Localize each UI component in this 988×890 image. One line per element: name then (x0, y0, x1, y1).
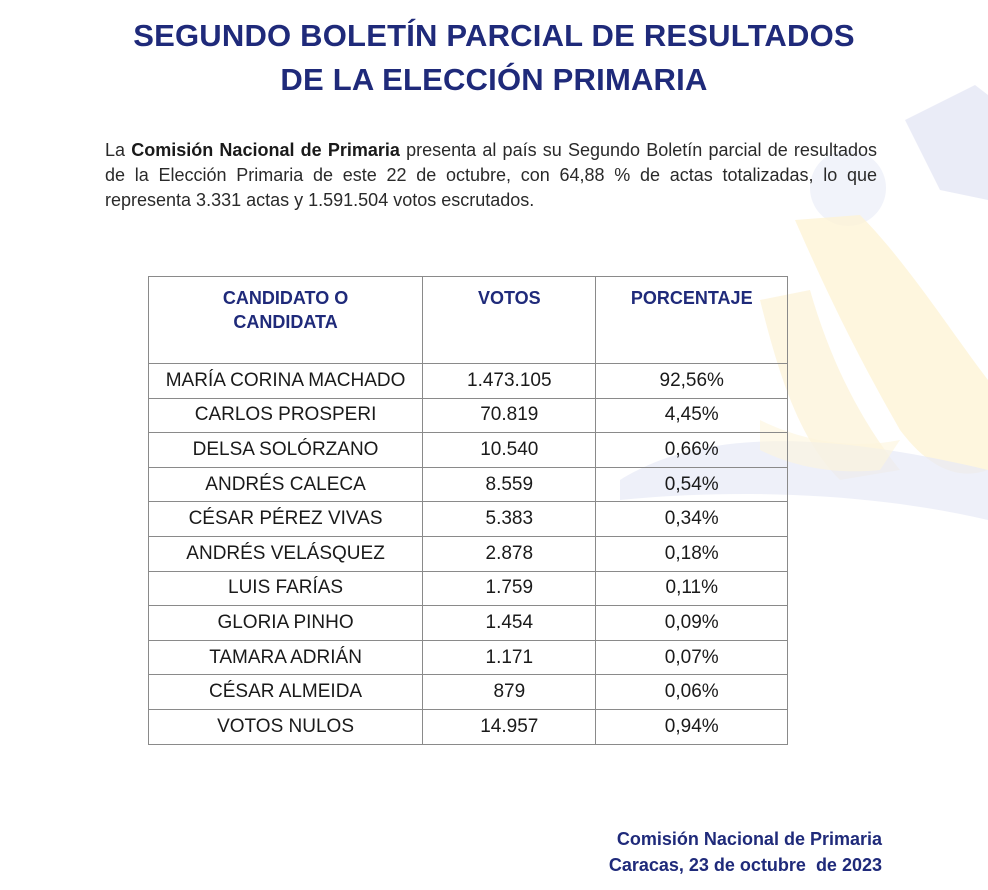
percentage-cell: 0,18% (596, 536, 788, 571)
votes-cell: 1.473.105 (423, 364, 596, 399)
candidate-name-cell: MARÍA CORINA MACHADO (149, 364, 423, 399)
table-row (149, 364, 788, 399)
table-body (149, 364, 788, 745)
table-row (149, 606, 788, 641)
intro-prefix: La (105, 140, 126, 160)
table-row (149, 467, 788, 502)
candidate-name-cell: CARLOS PROSPERI (149, 398, 423, 433)
title-line-2: DE LA ELECCIÓN PRIMARIA (280, 62, 708, 97)
votes-cell: 10.540 (423, 433, 596, 468)
table-row (149, 502, 788, 537)
header-candidate (149, 277, 423, 364)
table-row (149, 433, 788, 468)
candidate-name-cell: VOTOS NULOS (149, 709, 423, 744)
footer-organization: Comisión Nacional de Primaria (616, 829, 882, 849)
page-title (0, 14, 988, 102)
percentage-cell: 0,54% (596, 467, 788, 502)
percentage-cell: 0,06% (596, 675, 788, 710)
percentage-cell: 0,34% (596, 502, 788, 537)
header-percentage: PORCENTAJE (596, 277, 788, 364)
table-header-row (149, 277, 788, 364)
percentage-cell: 0,66% (596, 433, 788, 468)
results-table (148, 276, 788, 745)
votes-cell: 8.559 (423, 467, 596, 502)
candidate-name-cell: CÉSAR PÉREZ VIVAS (149, 502, 423, 537)
votes-cell: 5.383 (423, 502, 596, 537)
candidate-name-cell: ANDRÉS VELÁSQUEZ (149, 536, 423, 571)
candidate-name-cell: ANDRÉS CALECA (149, 467, 423, 502)
votes-cell: 1.454 (423, 606, 596, 641)
percentage-cell: 4,45% (596, 398, 788, 433)
votes-cell: 2.878 (423, 536, 596, 571)
intro-paragraph (105, 138, 877, 213)
votes-cell: 879 (423, 675, 596, 710)
votes-cell: 1.171 (423, 640, 596, 675)
intro-organization: Comisión Nacional de Primaria (131, 140, 400, 160)
percentage-cell: 92,56% (596, 364, 788, 399)
footer-signature (609, 826, 882, 878)
table-row (149, 536, 788, 571)
table-row (149, 675, 788, 710)
table-row (149, 640, 788, 675)
votes-cell: 70.819 (423, 398, 596, 433)
candidate-name-cell: CÉSAR ALMEIDA (149, 675, 423, 710)
footer-place-date: Caracas, 23 de octubre de 2023 (608, 855, 882, 875)
intro-text: presenta al país su Segundo Boletín parcial de resultados de la Elección Primaria de este 22 de octubre, con 64,88 % de actas totalizadas, lo que representa 3.331 actas y 1.591.504 votos escrutados. (105, 140, 877, 210)
candidate-name-cell: LUIS FARÍAS (149, 571, 423, 606)
votes-cell: 14.957 (423, 709, 596, 744)
percentage-cell: 0,09% (596, 606, 788, 641)
table-row (149, 398, 788, 433)
header-votes: VOTOS (423, 277, 596, 364)
candidate-name-cell: TAMARA ADRIÁN (149, 640, 423, 675)
candidate-name-cell: DELSA SOLÓRZANO (149, 433, 423, 468)
percentage-cell: 0,07% (596, 640, 788, 675)
votes-cell: 1.759 (423, 571, 596, 606)
percentage-cell: 0,11% (596, 571, 788, 606)
candidate-name-cell: GLORIA PINHO (149, 606, 423, 641)
title-line-1: SEGUNDO BOLETÍN PARCIAL DE RESULTADOS (133, 18, 855, 53)
table-row (149, 709, 788, 744)
percentage-cell: 0,94% (596, 709, 788, 744)
header-candidate-label: CANDIDATO O CANDIDATA (222, 288, 349, 332)
table-row (149, 571, 788, 606)
